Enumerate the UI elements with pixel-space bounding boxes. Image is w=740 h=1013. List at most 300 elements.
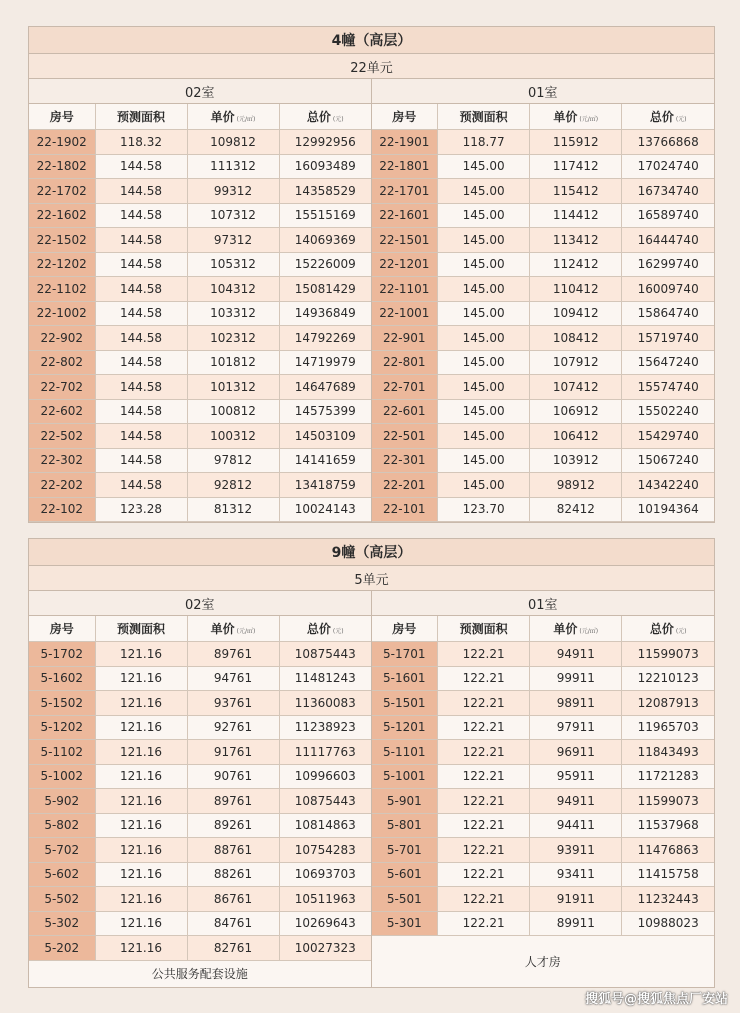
total-price: 13766868 bbox=[622, 130, 714, 155]
room-number: 5-602 bbox=[29, 862, 95, 887]
area: 118.32 bbox=[95, 130, 187, 155]
total-price: 14936849 bbox=[279, 301, 371, 326]
table-row bbox=[29, 862, 371, 887]
table-row bbox=[29, 179, 371, 204]
total-price: 14342240 bbox=[622, 473, 714, 498]
total-price: 15719740 bbox=[622, 326, 714, 351]
header-room: 房号 bbox=[29, 104, 95, 130]
total-price: 10875443 bbox=[279, 642, 371, 667]
table-row bbox=[372, 350, 715, 375]
header-price bbox=[530, 104, 622, 130]
header-row bbox=[29, 104, 371, 130]
table-row bbox=[29, 838, 371, 863]
room-number: 5-1602 bbox=[29, 666, 95, 691]
area: 144.58 bbox=[95, 228, 187, 253]
header-row bbox=[29, 616, 371, 642]
unit-price: 90761 bbox=[187, 764, 279, 789]
unit-price: 110412 bbox=[530, 277, 622, 302]
header-room: 房号 bbox=[372, 104, 438, 130]
table-row bbox=[372, 715, 715, 740]
section-title: 02室 bbox=[29, 79, 371, 104]
total-price: 14575399 bbox=[279, 399, 371, 424]
unit-price: 96911 bbox=[530, 740, 622, 765]
unit-price: 93761 bbox=[187, 691, 279, 716]
table-row bbox=[29, 887, 371, 912]
area: 122.21 bbox=[438, 691, 530, 716]
table-row bbox=[29, 691, 371, 716]
area: 122.21 bbox=[438, 862, 530, 887]
section-left bbox=[29, 79, 372, 522]
area: 144.58 bbox=[95, 252, 187, 277]
room-number: 22-1001 bbox=[372, 301, 438, 326]
unit-price: 101812 bbox=[187, 350, 279, 375]
table-row bbox=[372, 691, 715, 716]
table-row bbox=[372, 228, 715, 253]
room-number: 22-1801 bbox=[372, 154, 438, 179]
area: 144.58 bbox=[95, 448, 187, 473]
unit-price: 97911 bbox=[530, 715, 622, 740]
unit-price: 98911 bbox=[530, 691, 622, 716]
room-number: 22-1702 bbox=[29, 179, 95, 204]
area: 121.16 bbox=[95, 838, 187, 863]
sections-row bbox=[29, 591, 714, 987]
header-total bbox=[279, 104, 371, 130]
header-price-unit: (元/㎡) bbox=[579, 116, 599, 123]
table-row bbox=[372, 424, 715, 449]
area: 144.58 bbox=[95, 277, 187, 302]
total-price: 14503109 bbox=[279, 424, 371, 449]
price-table bbox=[372, 104, 715, 522]
unit-price: 106412 bbox=[530, 424, 622, 449]
room-number: 22-101 bbox=[372, 497, 438, 522]
total-price: 15081429 bbox=[279, 277, 371, 302]
table-row bbox=[372, 154, 715, 179]
unit-price: 81312 bbox=[187, 497, 279, 522]
header-room: 房号 bbox=[29, 616, 95, 642]
room-number: 5-601 bbox=[372, 862, 438, 887]
table-row bbox=[29, 666, 371, 691]
area: 145.00 bbox=[438, 301, 530, 326]
total-price: 16734740 bbox=[622, 179, 714, 204]
room-number: 5-1502 bbox=[29, 691, 95, 716]
room-number: 22-1102 bbox=[29, 277, 95, 302]
header-area: 预测面积 bbox=[438, 104, 530, 130]
unit-price: 86761 bbox=[187, 887, 279, 912]
room-number: 5-1201 bbox=[372, 715, 438, 740]
room-number: 22-1701 bbox=[372, 179, 438, 204]
total-price: 10996603 bbox=[279, 764, 371, 789]
section-title: 02室 bbox=[29, 591, 371, 616]
table-row bbox=[372, 130, 715, 155]
total-price: 10024143 bbox=[279, 497, 371, 522]
header-total-unit: (元) bbox=[675, 116, 687, 123]
total-price: 15864740 bbox=[622, 301, 714, 326]
room-number: 5-702 bbox=[29, 838, 95, 863]
header-price-unit: (元/㎡) bbox=[236, 628, 256, 635]
header-row bbox=[372, 616, 715, 642]
room-number: 22-601 bbox=[372, 399, 438, 424]
header-total bbox=[622, 616, 714, 642]
total-price: 17024740 bbox=[622, 154, 714, 179]
unit-price: 111312 bbox=[187, 154, 279, 179]
room-number: 5-1102 bbox=[29, 740, 95, 765]
total-price: 11232443 bbox=[622, 887, 714, 912]
table-row bbox=[372, 642, 715, 667]
unit-price: 105312 bbox=[187, 252, 279, 277]
total-price: 10988023 bbox=[622, 911, 714, 936]
room-number: 22-1101 bbox=[372, 277, 438, 302]
table-row bbox=[29, 497, 371, 522]
room-number: 22-1202 bbox=[29, 252, 95, 277]
header-price-label: 单价 bbox=[210, 110, 235, 124]
header-area: 预测面积 bbox=[95, 104, 187, 130]
total-price: 15647240 bbox=[622, 350, 714, 375]
area: 121.16 bbox=[95, 813, 187, 838]
total-price: 15429740 bbox=[622, 424, 714, 449]
table-row bbox=[372, 666, 715, 691]
header-price bbox=[530, 616, 622, 642]
unit-price: 89911 bbox=[530, 911, 622, 936]
table-row bbox=[29, 764, 371, 789]
room-number: 22-1802 bbox=[29, 154, 95, 179]
total-price: 10511963 bbox=[279, 887, 371, 912]
table-row bbox=[372, 838, 715, 863]
section-footer-note: 人才房 bbox=[372, 936, 715, 987]
total-price: 12087913 bbox=[622, 691, 714, 716]
room-number: 22-201 bbox=[372, 473, 438, 498]
section-footer-note: 公共服务配套设施 bbox=[29, 961, 371, 987]
total-price: 14358529 bbox=[279, 179, 371, 204]
table-row bbox=[372, 399, 715, 424]
room-number: 5-701 bbox=[372, 838, 438, 863]
header-price-unit: (元/㎡) bbox=[236, 116, 256, 123]
area: 145.00 bbox=[438, 252, 530, 277]
table-row bbox=[372, 887, 715, 912]
table-row bbox=[372, 911, 715, 936]
watermark: 搜狐号@搜狐焦点厂安站 bbox=[584, 992, 728, 1007]
table-row bbox=[372, 448, 715, 473]
unit-price: 113412 bbox=[530, 228, 622, 253]
area: 121.16 bbox=[95, 887, 187, 912]
total-price: 14141659 bbox=[279, 448, 371, 473]
price-table bbox=[29, 616, 371, 961]
table-row bbox=[29, 228, 371, 253]
unit-label: 22单元 bbox=[29, 54, 714, 79]
unit-price: 82412 bbox=[530, 497, 622, 522]
total-price: 11721283 bbox=[622, 764, 714, 789]
room-number: 5-302 bbox=[29, 911, 95, 936]
header-total-label: 总价 bbox=[306, 110, 331, 124]
total-price: 10194364 bbox=[622, 497, 714, 522]
room-number: 22-1502 bbox=[29, 228, 95, 253]
section-right bbox=[372, 79, 715, 522]
table-row bbox=[29, 448, 371, 473]
header-room: 房号 bbox=[372, 616, 438, 642]
table-row bbox=[29, 813, 371, 838]
area: 121.16 bbox=[95, 862, 187, 887]
room-number: 5-801 bbox=[372, 813, 438, 838]
header-total bbox=[279, 616, 371, 642]
total-price: 11117763 bbox=[279, 740, 371, 765]
unit-price: 88761 bbox=[187, 838, 279, 863]
unit-price: 115912 bbox=[530, 130, 622, 155]
header-price-label: 单价 bbox=[553, 110, 578, 124]
room-number: 22-701 bbox=[372, 375, 438, 400]
table-row bbox=[372, 375, 715, 400]
unit-price: 97312 bbox=[187, 228, 279, 253]
area: 121.16 bbox=[95, 789, 187, 814]
unit-price: 94411 bbox=[530, 813, 622, 838]
table-row bbox=[29, 642, 371, 667]
total-price: 14647689 bbox=[279, 375, 371, 400]
unit-price: 93911 bbox=[530, 838, 622, 863]
total-price: 14792269 bbox=[279, 326, 371, 351]
table-row bbox=[29, 936, 371, 961]
area: 122.21 bbox=[438, 813, 530, 838]
unit-label: 5单元 bbox=[29, 566, 714, 591]
area: 121.16 bbox=[95, 740, 187, 765]
room-number: 5-202 bbox=[29, 936, 95, 961]
area: 122.21 bbox=[438, 642, 530, 667]
room-number: 22-102 bbox=[29, 497, 95, 522]
unit-price: 91911 bbox=[530, 887, 622, 912]
total-price: 15502240 bbox=[622, 399, 714, 424]
unit-price: 100812 bbox=[187, 399, 279, 424]
area: 144.58 bbox=[95, 424, 187, 449]
unit-price: 94911 bbox=[530, 789, 622, 814]
area: 144.58 bbox=[95, 473, 187, 498]
total-price: 11599073 bbox=[622, 642, 714, 667]
area: 145.00 bbox=[438, 326, 530, 351]
room-number: 22-1601 bbox=[372, 203, 438, 228]
table-row bbox=[372, 497, 715, 522]
area: 121.16 bbox=[95, 666, 187, 691]
total-price: 10693703 bbox=[279, 862, 371, 887]
unit-price: 93411 bbox=[530, 862, 622, 887]
table-row bbox=[372, 252, 715, 277]
header-total-unit: (元) bbox=[675, 628, 687, 635]
room-number: 5-802 bbox=[29, 813, 95, 838]
unit-price: 114412 bbox=[530, 203, 622, 228]
header-total-label: 总价 bbox=[306, 622, 331, 636]
header-total-unit: (元) bbox=[332, 628, 344, 635]
unit-price: 84761 bbox=[187, 911, 279, 936]
room-number: 5-1002 bbox=[29, 764, 95, 789]
area: 122.21 bbox=[438, 666, 530, 691]
sections-row bbox=[29, 79, 714, 522]
total-price: 16589740 bbox=[622, 203, 714, 228]
table-row bbox=[29, 789, 371, 814]
unit-price: 103312 bbox=[187, 301, 279, 326]
room-number: 5-1701 bbox=[372, 642, 438, 667]
unit-price: 107412 bbox=[530, 375, 622, 400]
total-price: 11843493 bbox=[622, 740, 714, 765]
area: 145.00 bbox=[438, 350, 530, 375]
total-price: 11415758 bbox=[622, 862, 714, 887]
unit-price: 107312 bbox=[187, 203, 279, 228]
area: 122.21 bbox=[438, 887, 530, 912]
unit-price: 82761 bbox=[187, 936, 279, 961]
table-row bbox=[29, 715, 371, 740]
table-row bbox=[29, 740, 371, 765]
table-row bbox=[29, 399, 371, 424]
area: 122.21 bbox=[438, 838, 530, 863]
total-price: 15067240 bbox=[622, 448, 714, 473]
room-number: 22-1501 bbox=[372, 228, 438, 253]
area: 121.16 bbox=[95, 764, 187, 789]
area: 145.00 bbox=[438, 179, 530, 204]
table-row bbox=[372, 277, 715, 302]
section-left bbox=[29, 591, 372, 987]
total-price: 10027323 bbox=[279, 936, 371, 961]
area: 145.00 bbox=[438, 473, 530, 498]
table-row bbox=[372, 740, 715, 765]
area: 145.00 bbox=[438, 448, 530, 473]
area: 145.00 bbox=[438, 154, 530, 179]
room-number: 22-301 bbox=[372, 448, 438, 473]
room-number: 22-302 bbox=[29, 448, 95, 473]
price-table bbox=[29, 104, 371, 522]
table-row bbox=[372, 813, 715, 838]
area: 144.58 bbox=[95, 154, 187, 179]
room-number: 22-1902 bbox=[29, 130, 95, 155]
area: 122.21 bbox=[438, 764, 530, 789]
area: 145.00 bbox=[438, 399, 530, 424]
header-price bbox=[187, 616, 279, 642]
unit-price: 107912 bbox=[530, 350, 622, 375]
table-row bbox=[29, 154, 371, 179]
section-right bbox=[372, 591, 715, 987]
header-total-unit: (元) bbox=[332, 116, 344, 123]
unit-price: 103912 bbox=[530, 448, 622, 473]
unit-price: 112412 bbox=[530, 252, 622, 277]
table-row bbox=[29, 277, 371, 302]
unit-price: 94911 bbox=[530, 642, 622, 667]
room-number: 5-502 bbox=[29, 887, 95, 912]
area: 121.16 bbox=[95, 911, 187, 936]
table-row bbox=[372, 862, 715, 887]
table-row bbox=[372, 764, 715, 789]
area: 118.77 bbox=[438, 130, 530, 155]
total-price: 10875443 bbox=[279, 789, 371, 814]
table-row bbox=[29, 473, 371, 498]
building-title: 9幢（高层） bbox=[29, 539, 714, 566]
room-number: 22-901 bbox=[372, 326, 438, 351]
room-number: 22-1201 bbox=[372, 252, 438, 277]
area: 144.58 bbox=[95, 375, 187, 400]
area: 122.21 bbox=[438, 789, 530, 814]
total-price: 11476863 bbox=[622, 838, 714, 863]
total-price: 12210123 bbox=[622, 666, 714, 691]
total-price: 15226009 bbox=[279, 252, 371, 277]
unit-price: 115412 bbox=[530, 179, 622, 204]
total-price: 14719979 bbox=[279, 350, 371, 375]
table-row bbox=[29, 203, 371, 228]
area: 121.16 bbox=[95, 691, 187, 716]
area: 122.21 bbox=[438, 740, 530, 765]
area: 121.16 bbox=[95, 715, 187, 740]
header-area: 预测面积 bbox=[438, 616, 530, 642]
area: 144.58 bbox=[95, 350, 187, 375]
total-price: 15574740 bbox=[622, 375, 714, 400]
table-row bbox=[372, 179, 715, 204]
unit-price: 91761 bbox=[187, 740, 279, 765]
area: 122.21 bbox=[438, 715, 530, 740]
total-price: 11965703 bbox=[622, 715, 714, 740]
total-price: 16009740 bbox=[622, 277, 714, 302]
room-number: 5-301 bbox=[372, 911, 438, 936]
room-number: 22-1602 bbox=[29, 203, 95, 228]
unit-price: 89261 bbox=[187, 813, 279, 838]
area: 121.16 bbox=[95, 642, 187, 667]
unit-price: 100312 bbox=[187, 424, 279, 449]
header-total bbox=[622, 104, 714, 130]
unit-price: 95911 bbox=[530, 764, 622, 789]
table-row bbox=[29, 350, 371, 375]
unit-price: 104312 bbox=[187, 277, 279, 302]
area: 145.00 bbox=[438, 424, 530, 449]
total-price: 16299740 bbox=[622, 252, 714, 277]
unit-price: 89761 bbox=[187, 642, 279, 667]
table-row bbox=[29, 911, 371, 936]
total-price: 11238923 bbox=[279, 715, 371, 740]
header-total-label: 总价 bbox=[649, 110, 674, 124]
total-price: 11537968 bbox=[622, 813, 714, 838]
section-title: 01室 bbox=[372, 79, 715, 104]
unit-price: 92761 bbox=[187, 715, 279, 740]
area: 123.28 bbox=[95, 497, 187, 522]
table-row bbox=[372, 301, 715, 326]
table-row bbox=[29, 424, 371, 449]
table-row bbox=[372, 326, 715, 351]
room-number: 22-1901 bbox=[372, 130, 438, 155]
table-row bbox=[29, 130, 371, 155]
header-price-label: 单价 bbox=[553, 622, 578, 636]
total-price: 11599073 bbox=[622, 789, 714, 814]
unit-price: 109412 bbox=[530, 301, 622, 326]
area: 145.00 bbox=[438, 277, 530, 302]
building-title: 4幢（高层） bbox=[29, 27, 714, 54]
room-number: 5-1702 bbox=[29, 642, 95, 667]
room-number: 22-902 bbox=[29, 326, 95, 351]
unit-price: 98912 bbox=[530, 473, 622, 498]
room-number: 22-802 bbox=[29, 350, 95, 375]
header-area: 预测面积 bbox=[95, 616, 187, 642]
unit-price: 89761 bbox=[187, 789, 279, 814]
unit-price: 106912 bbox=[530, 399, 622, 424]
room-number: 22-202 bbox=[29, 473, 95, 498]
header-price-label: 单价 bbox=[210, 622, 235, 636]
table-row bbox=[29, 301, 371, 326]
area: 144.58 bbox=[95, 203, 187, 228]
header-price bbox=[187, 104, 279, 130]
building-9-block bbox=[28, 538, 715, 988]
header-row bbox=[372, 104, 715, 130]
price-table bbox=[372, 616, 715, 936]
unit-price: 109812 bbox=[187, 130, 279, 155]
room-number: 5-1601 bbox=[372, 666, 438, 691]
total-price: 12992956 bbox=[279, 130, 371, 155]
unit-price: 108412 bbox=[530, 326, 622, 351]
area: 144.58 bbox=[95, 301, 187, 326]
unit-price: 101312 bbox=[187, 375, 279, 400]
unit-price: 94761 bbox=[187, 666, 279, 691]
total-price: 10269643 bbox=[279, 911, 371, 936]
total-price: 16444740 bbox=[622, 228, 714, 253]
total-price: 15515169 bbox=[279, 203, 371, 228]
unit-price: 99911 bbox=[530, 666, 622, 691]
table-row bbox=[29, 252, 371, 277]
